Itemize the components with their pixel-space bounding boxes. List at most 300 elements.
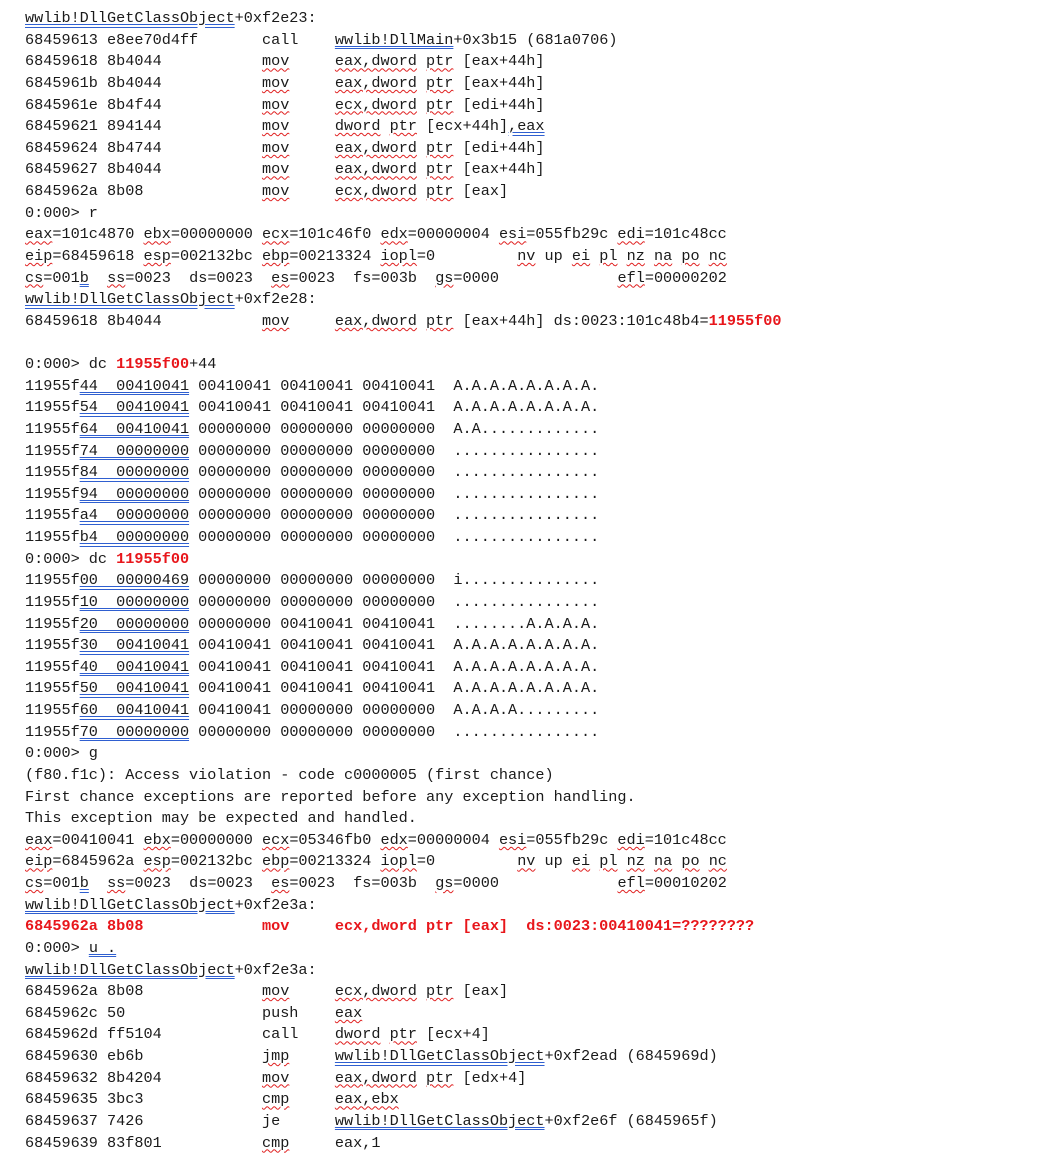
underlined-symbol: 10 00000000 xyxy=(79,592,190,611)
console-text: 68459624 8b4744 xyxy=(25,138,262,157)
highlighted-text: 6845962a 8b08 mov ecx,dword ptr [eax] ds:0023:00410041=???????? xyxy=(25,917,755,936)
console-text: =00000000 xyxy=(170,225,262,244)
console-line xyxy=(25,332,782,354)
console-text xyxy=(417,182,426,200)
console-text: [eax+44h] ds:0023:101c48b4= xyxy=(453,311,709,330)
console-text: 11955f xyxy=(25,484,80,503)
console-line xyxy=(25,462,782,484)
console-line xyxy=(25,570,782,592)
console-line xyxy=(25,938,782,960)
console-text xyxy=(672,247,681,265)
spellcheck-flagged-text: nv xyxy=(517,852,536,871)
spellcheck-flagged-text: eax,dword xyxy=(334,73,417,92)
console-line xyxy=(25,138,782,160)
console-text xyxy=(289,117,335,135)
console-line xyxy=(25,159,782,181)
underlined-symbol: 44 00410041 xyxy=(79,376,190,395)
console-text xyxy=(289,982,335,1000)
console-line xyxy=(25,95,782,117)
console-line xyxy=(25,268,782,290)
underlined-symbol: b4 00000000 xyxy=(79,528,190,546)
console-text: =002132bc xyxy=(170,246,262,265)
console-text: 11955f xyxy=(25,441,80,460)
console-text: 6845961e 8b4f44 xyxy=(25,95,262,114)
spellcheck-flagged-text: ptr xyxy=(426,138,454,157)
console-text xyxy=(89,874,107,892)
console-text: 00410041 00410041 00410041 A.A.A.A.A.A.A.A. xyxy=(189,636,600,655)
console-line xyxy=(25,311,782,333)
console-line xyxy=(25,224,782,246)
console-text: =101c48cc xyxy=(644,225,727,244)
console-text: =0 xyxy=(416,246,518,265)
spellcheck-flagged-text: edx xyxy=(380,830,408,849)
console-text: 6845962c 50 push xyxy=(25,1003,335,1022)
highlighted-text: 11955f00 xyxy=(116,355,190,373)
underlined-symbol: 20 00000000 xyxy=(79,614,190,633)
console-line xyxy=(25,765,782,787)
console-text xyxy=(289,1090,335,1108)
console-text: First chance exceptions are reported before any exception handling. xyxy=(25,787,636,806)
console-text: 11955f xyxy=(25,722,80,741)
console-text: 00000000 00000000 00000000 ................ xyxy=(189,592,600,611)
spellcheck-flagged-text: mov xyxy=(261,95,290,114)
spellcheck-flagged-text: eax,dword xyxy=(334,138,417,157)
console-text: up xyxy=(535,852,572,871)
console-text: =101c4870 xyxy=(52,225,144,244)
spellcheck-flagged-text: eax,dword xyxy=(334,160,417,179)
console-text: 0:000> r xyxy=(25,203,98,222)
console-text: 68459639 83f801 xyxy=(25,1133,262,1152)
console-text: =68459618 xyxy=(52,246,144,265)
console-text xyxy=(417,1069,426,1087)
spellcheck-flagged-text: es xyxy=(271,874,290,892)
console-line xyxy=(25,916,782,938)
spellcheck-flagged-text: eax xyxy=(25,225,53,244)
console-text xyxy=(700,247,709,265)
spellcheck-flagged-text: ptr xyxy=(389,117,417,136)
spellcheck-flagged-text: mov xyxy=(261,982,290,1001)
console-text: 68459627 8b4044 xyxy=(25,160,262,179)
console-line xyxy=(25,397,782,419)
console-line xyxy=(25,376,782,398)
spellcheck-flagged-text: esp xyxy=(143,246,171,265)
console-text: 68459630 eb6b xyxy=(25,1047,262,1065)
console-line xyxy=(25,657,782,679)
console-line xyxy=(25,419,782,441)
underlined-symbol: 60 00410041 xyxy=(79,701,190,719)
underlined-symbol: wwlib!DllGetClassObject xyxy=(334,1111,545,1130)
console-text xyxy=(417,312,426,330)
console-text: +0xf2ead (6845969d) xyxy=(544,1047,718,1065)
console-text: 68459621 894144 xyxy=(25,117,262,136)
spellcheck-flagged-text: esi xyxy=(498,225,527,244)
console-line xyxy=(25,505,782,527)
spellcheck-flagged-text: nv xyxy=(517,246,536,265)
console-text xyxy=(289,160,335,178)
spellcheck-flagged-text: na xyxy=(653,852,673,871)
spellcheck-flagged-text: ecx xyxy=(261,830,290,849)
console-text: 68459618 8b4044 xyxy=(25,52,262,71)
spellcheck-flagged-text: esp xyxy=(143,852,171,871)
console-text: 68459632 8b4204 xyxy=(25,1068,262,1087)
console-text: This exception may be expected and handled. xyxy=(25,809,417,828)
console-text xyxy=(289,52,335,70)
spellcheck-flagged-text: eip xyxy=(25,852,53,871)
console-text: [eax] xyxy=(453,182,509,200)
console-line xyxy=(25,484,782,506)
spellcheck-flagged-text: ebp xyxy=(261,246,290,265)
console-line xyxy=(25,8,782,30)
console-text: 00410041 00000000 00000000 A.A.A.A......... xyxy=(189,701,600,719)
spellcheck-flagged-text: ptr xyxy=(426,160,454,179)
console-text xyxy=(289,1069,335,1087)
console-text xyxy=(289,1047,335,1065)
underlined-symbol: b xyxy=(79,268,89,287)
console-text xyxy=(417,139,426,157)
underlined-symbol: u . xyxy=(88,938,117,957)
spellcheck-flagged-text: efl xyxy=(617,268,645,287)
spellcheck-flagged-text: iopl xyxy=(380,852,417,871)
console-line xyxy=(25,181,782,203)
console-text: 6845962a 8b08 xyxy=(25,182,262,200)
console-text: [edi+44h] xyxy=(453,95,545,114)
spellcheck-flagged-text: ei xyxy=(571,246,591,265)
underlined-symbol: 64 00410041 xyxy=(79,419,190,438)
spellcheck-flagged-text: ebp xyxy=(261,852,290,871)
console-text: 6845961b 8b4044 xyxy=(25,73,262,92)
spellcheck-flagged-text: esi xyxy=(498,830,527,849)
debugger-console-output xyxy=(25,8,782,1154)
spellcheck-flagged-text: efl xyxy=(617,874,645,892)
underlined-symbol: 74 00000000 xyxy=(79,441,190,460)
console-text: =055fb29c xyxy=(526,830,618,849)
spellcheck-flagged-text: nz xyxy=(626,852,645,871)
console-line xyxy=(25,700,782,722)
highlighted-text: 11955f00 xyxy=(708,311,782,330)
spellcheck-flagged-text: ptr xyxy=(389,1025,417,1044)
spellcheck-flagged-text: edi xyxy=(617,225,645,244)
console-text xyxy=(417,160,426,178)
console-text: 11955f xyxy=(25,679,80,698)
console-text: 00410041 00410041 00410041 A.A.A.A.A.A.A.A. xyxy=(189,376,600,395)
console-text: 00000000 00000000 00000000 ................ xyxy=(189,484,600,503)
spellcheck-flagged-text: ecx,dword xyxy=(334,982,417,1001)
console-text: (f80.f1c): Access violation - code c0000005 (first chance) xyxy=(25,765,554,784)
spellcheck-flagged-text: ecx,dword xyxy=(334,182,417,200)
spellcheck-flagged-text: na xyxy=(653,246,673,265)
console-text: [edx+4] xyxy=(453,1068,527,1087)
console-text xyxy=(89,269,107,287)
console-text: =0023 ds=0023 xyxy=(125,268,272,287)
console-text xyxy=(289,74,335,92)
console-text xyxy=(417,74,426,92)
console-line xyxy=(25,678,782,700)
console-text: 0:000> dc xyxy=(25,355,117,373)
console-text: 00000000 00000000 00000000 ................ xyxy=(189,441,600,460)
console-text: 00000000 00000000 00000000 A.A............. xyxy=(189,419,600,438)
console-text: +0xf2e3a: xyxy=(234,960,317,979)
spellcheck-flagged-text: ss xyxy=(107,268,126,287)
console-text: +44 xyxy=(189,355,217,373)
console-text: 11955f xyxy=(25,528,80,546)
console-text xyxy=(380,1025,389,1043)
spellcheck-flagged-text: dword xyxy=(334,117,381,136)
console-text: =00000004 xyxy=(407,830,499,849)
console-line xyxy=(25,1111,782,1133)
console-text: [edi+44h] xyxy=(453,138,545,157)
console-text: [eax+44h] xyxy=(453,160,545,179)
console-text: 00000000 00000000 00000000 ................ xyxy=(189,463,600,482)
spellcheck-flagged-text: eip xyxy=(25,246,53,265)
console-text xyxy=(289,182,335,200)
console-text: =00010202 xyxy=(644,874,727,892)
spellcheck-flagged-text: eax xyxy=(25,830,53,849)
console-text: 11955f xyxy=(25,398,80,417)
console-text: [eax] xyxy=(453,982,509,1001)
console-text xyxy=(617,247,626,265)
console-line xyxy=(25,1024,782,1046)
console-line xyxy=(25,787,782,809)
spellcheck-flagged-text: gs xyxy=(435,268,454,287)
spellcheck-flagged-text: ecx,dword xyxy=(334,95,417,114)
spellcheck-flagged-text: es xyxy=(271,268,290,287)
console-line xyxy=(25,441,782,463)
underlined-symbol: 70 00000000 xyxy=(79,722,190,741)
console-text: 68459618 8b4044 xyxy=(25,311,262,330)
console-text xyxy=(289,96,335,114)
console-text: =101c46f0 xyxy=(289,225,381,244)
console-text xyxy=(700,852,709,870)
console-text: [ecx+44h] xyxy=(416,117,509,136)
underlined-symbol: wwlib!DllGetClassObject xyxy=(25,9,235,27)
console-line xyxy=(25,549,782,571)
console-text: 00000000 00410041 00410041 ........A.A.A.A. xyxy=(189,614,600,633)
spellcheck-flagged-text: dword xyxy=(334,1025,381,1044)
spellcheck-flagged-text: pl xyxy=(599,246,618,265)
console-text: 6845962a 8b08 xyxy=(25,982,262,1001)
console-line xyxy=(25,743,782,765)
console-line xyxy=(25,851,782,873)
console-text: [ecx+4] xyxy=(416,1025,490,1044)
underlined-symbol: 00 00000469 xyxy=(79,571,190,590)
console-text: 68459637 7426 je xyxy=(25,1111,335,1130)
console-text: 11955f xyxy=(25,419,80,438)
spellcheck-flagged-text: mov xyxy=(261,182,290,200)
console-text: =101c48cc xyxy=(644,830,727,849)
spellcheck-flagged-text: ptr xyxy=(426,982,454,1001)
console-line xyxy=(25,354,782,376)
console-text: 0:000> xyxy=(25,938,89,957)
console-text: 00410041 00410041 00410041 A.A.A.A.A.A.A.A. xyxy=(189,679,600,698)
spellcheck-flagged-text: eax,dword xyxy=(334,52,417,71)
console-text: =00000202 xyxy=(644,268,727,287)
spellcheck-flagged-text: eax xyxy=(334,1003,363,1022)
console-text xyxy=(417,52,426,70)
spellcheck-flagged-text: jmp xyxy=(261,1047,290,1065)
spellcheck-flagged-text: mov xyxy=(261,117,290,136)
underlined-symbol: wwlib!DllGetClassObject xyxy=(25,895,235,914)
spellcheck-flagged-text: edi xyxy=(617,830,645,849)
console-line xyxy=(25,1133,782,1155)
console-text: eax,1 xyxy=(289,1133,381,1152)
console-line xyxy=(25,527,782,549)
underlined-symbol: wwlib!DllMain xyxy=(334,30,454,49)
console-line xyxy=(25,722,782,744)
spellcheck-flagged-text: gs xyxy=(435,874,454,892)
console-text: =00000004 xyxy=(407,225,499,244)
underlined-symbol: a4 00000000 xyxy=(79,506,190,525)
console-text xyxy=(289,139,335,157)
console-line xyxy=(25,116,782,138)
spellcheck-flagged-text: mov xyxy=(261,311,290,330)
console-text xyxy=(417,982,426,1000)
spellcheck-flagged-text: eax,dword xyxy=(334,311,417,330)
console-text: 11955f xyxy=(25,614,80,633)
console-text: =055fb29c xyxy=(526,225,618,244)
console-text: 6845962d ff5104 call xyxy=(25,1025,335,1044)
console-line xyxy=(25,51,782,73)
underlined-symbol: 40 00410041 xyxy=(79,657,190,676)
spellcheck-flagged-text: eax,dword xyxy=(334,1068,417,1087)
underlined-symbol: b xyxy=(79,874,89,892)
console-line xyxy=(25,30,782,52)
console-text: =05346fb0 xyxy=(289,830,381,849)
console-text: =002132bc xyxy=(170,852,262,871)
spellcheck-flagged-text: eax,ebx xyxy=(334,1090,399,1109)
console-text: 00410041 00410041 00410041 A.A.A.A.A.A.A.A. xyxy=(189,657,600,676)
console-text: =0023 ds=0023 xyxy=(125,874,272,892)
highlighted-text: 11955f00 xyxy=(116,549,190,568)
console-text: =0 xyxy=(416,852,518,871)
console-text: 11955f xyxy=(25,463,80,482)
console-line xyxy=(25,895,782,917)
console-text: =0000 xyxy=(453,268,618,287)
spellcheck-flagged-text: po xyxy=(681,246,700,265)
console-line xyxy=(25,830,782,852)
spellcheck-flagged-text: ptr xyxy=(426,73,454,92)
console-line xyxy=(25,246,782,268)
spellcheck-flagged-text: nc xyxy=(708,852,727,871)
underlined-symbol: 84 00000000 xyxy=(79,463,190,482)
console-text: 68459613 e8ee70d4ff call xyxy=(25,30,335,49)
console-text: 11955f xyxy=(25,636,80,655)
spellcheck-flagged-text: cs xyxy=(25,268,44,287)
console-line xyxy=(25,73,782,95)
console-text xyxy=(617,852,626,870)
console-line xyxy=(25,1003,782,1025)
console-text: 00000000 00000000 00000000 ................ xyxy=(189,528,600,546)
console-line xyxy=(25,1068,782,1090)
console-text xyxy=(672,852,681,870)
console-text: +0xf2e6f (6845965f) xyxy=(544,1111,718,1130)
console-text xyxy=(417,96,426,114)
console-text: 11955f xyxy=(25,657,80,676)
spellcheck-flagged-text: ebx xyxy=(143,830,171,849)
spellcheck-flagged-text: mov xyxy=(261,138,290,157)
console-text xyxy=(590,852,599,870)
console-text: 00410041 00410041 00410041 A.A.A.A.A.A.A.A. xyxy=(189,398,600,417)
console-text: 11955f xyxy=(25,571,80,590)
console-line xyxy=(25,960,782,982)
console-text: =00000000 xyxy=(170,830,262,849)
console-line xyxy=(25,635,782,657)
spellcheck-flagged-text: ebx xyxy=(143,225,171,244)
console-line xyxy=(25,203,782,225)
console-text: 11955f xyxy=(25,376,80,395)
console-text: =001 xyxy=(43,268,80,287)
spellcheck-flagged-text: ss xyxy=(107,874,126,892)
console-line xyxy=(25,1046,782,1068)
console-line xyxy=(25,614,782,636)
console-text: =001 xyxy=(43,874,80,892)
spellcheck-flagged-text: iopl xyxy=(380,246,417,265)
underlined-symbol: 54 00410041 xyxy=(79,398,190,417)
spellcheck-flagged-text: nc xyxy=(708,246,727,265)
console-line xyxy=(25,289,782,311)
spellcheck-flagged-text: mov xyxy=(261,73,290,92)
console-line xyxy=(25,808,782,830)
spellcheck-flagged-text: ptr xyxy=(426,182,454,200)
underlined-symbol: 50 00410041 xyxy=(79,679,190,698)
console-text xyxy=(645,247,654,265)
spellcheck-flagged-text: ptr xyxy=(426,52,454,71)
underlined-symbol: 30 00410041 xyxy=(79,636,190,655)
console-text: =0023 fs=003b xyxy=(289,874,436,892)
console-text: =00213324 xyxy=(289,852,381,871)
console-text: [eax+44h] xyxy=(453,52,545,71)
spellcheck-flagged-text: mov xyxy=(261,160,290,179)
console-text: [eax+44h] xyxy=(453,73,545,92)
spellcheck-flagged-text: ei xyxy=(571,852,591,871)
spellcheck-flagged-text: pl xyxy=(599,852,618,871)
console-text xyxy=(590,247,599,265)
console-text: 00000000 00000000 00000000 i............... xyxy=(189,571,600,590)
underlined-symbol: ,eax xyxy=(508,117,545,136)
underlined-symbol: wwlib!DllGetClassObject xyxy=(25,290,235,309)
console-text: 00000000 00000000 00000000 ................ xyxy=(189,506,600,525)
console-line xyxy=(25,592,782,614)
spellcheck-flagged-text: po xyxy=(681,852,700,871)
spellcheck-flagged-text: nz xyxy=(626,246,645,265)
console-text xyxy=(380,117,389,135)
underlined-symbol: wwlib!DllGetClassObject xyxy=(334,1047,545,1065)
spellcheck-flagged-text: ptr xyxy=(426,95,454,114)
console-text: 0:000> g xyxy=(25,744,98,763)
console-line xyxy=(25,873,782,895)
spellcheck-flagged-text: edx xyxy=(380,225,408,244)
underlined-symbol: 94 00000000 xyxy=(79,484,190,503)
console-text: up xyxy=(535,246,572,265)
console-line xyxy=(25,981,782,1003)
console-text: =00213324 xyxy=(289,246,381,265)
spellcheck-flagged-text: ptr xyxy=(426,311,454,330)
console-text: 68459635 3bc3 xyxy=(25,1090,262,1109)
spellcheck-flagged-text: mov xyxy=(261,1068,290,1087)
console-text: +0xf2e28: xyxy=(234,290,317,309)
spellcheck-flagged-text: mov xyxy=(261,52,290,71)
console-text: 11955f xyxy=(25,701,80,719)
underlined-symbol: wwlib!DllGetClassObject xyxy=(25,960,235,979)
spellcheck-flagged-text: cmp xyxy=(261,1133,290,1152)
console-text: 11955f xyxy=(25,506,80,525)
spellcheck-flagged-text: cmp xyxy=(261,1090,290,1109)
spellcheck-flagged-text: ptr xyxy=(426,1068,454,1087)
console-text: 0:000> dc xyxy=(25,549,117,568)
console-text: +0xf2e3a: xyxy=(234,895,317,914)
console-line xyxy=(25,1089,782,1111)
console-text xyxy=(289,312,335,330)
console-text: =0000 xyxy=(453,874,618,892)
